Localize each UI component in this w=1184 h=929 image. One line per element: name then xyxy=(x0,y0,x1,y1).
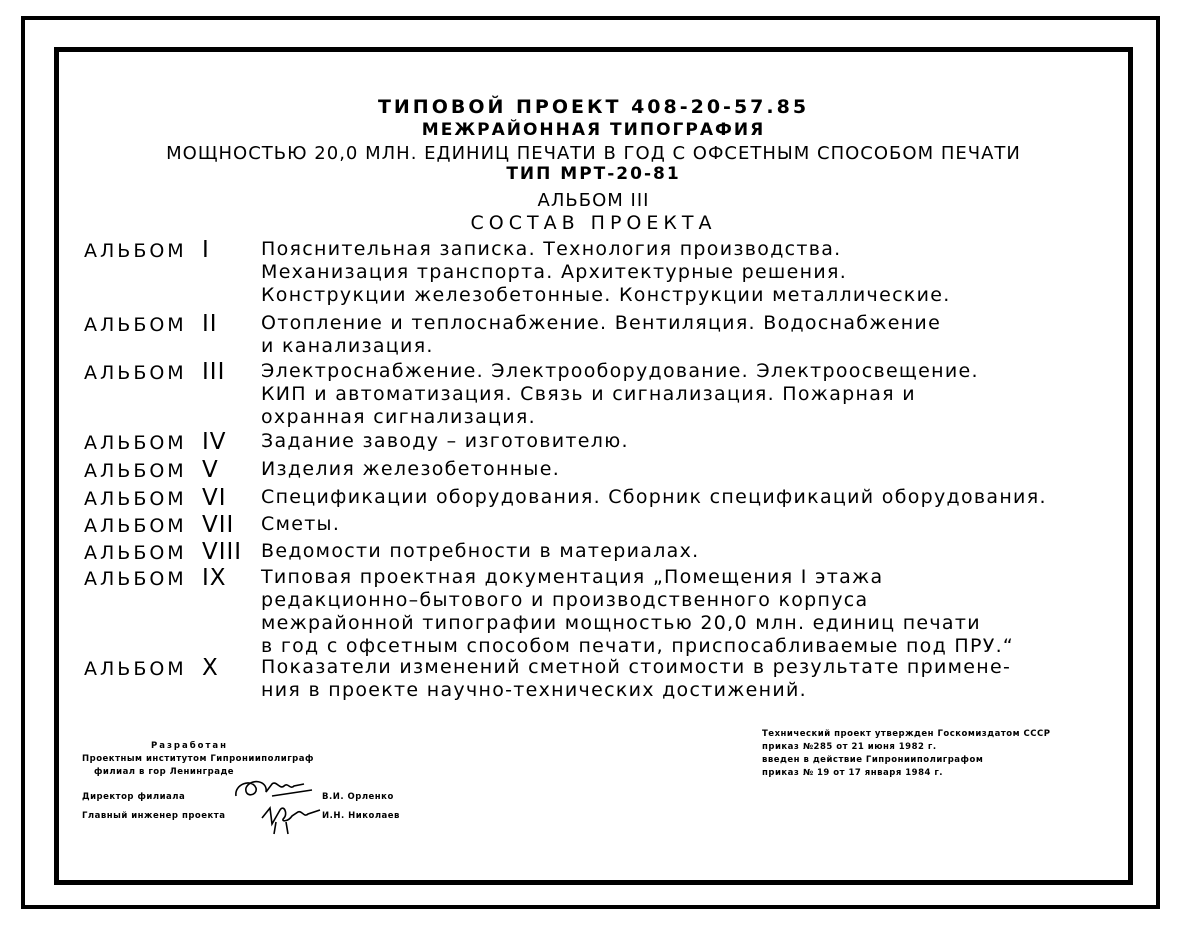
album-label: АЛЬБОМ xyxy=(84,314,187,336)
album-description-line: Типовая проектная документация „Помещения I этажа xyxy=(261,566,884,588)
album-roman-numeral: X xyxy=(202,655,219,681)
album-description-line: охранная сигнализация. xyxy=(261,406,536,428)
album-description-line: Конструкции железобетонные. Конструкции металлические. xyxy=(261,284,951,306)
album-description-line: Сметы. xyxy=(261,513,341,535)
album-roman-numeral: VII xyxy=(202,512,235,538)
album-label: АЛЬБОМ xyxy=(84,460,187,482)
album-description-line: Изделия железобетонные. xyxy=(261,458,561,480)
album-roman-numeral: IX xyxy=(202,565,227,591)
album-label: АЛЬБОМ xyxy=(84,488,187,510)
project-type: ТИП МРТ-20-81 xyxy=(506,164,681,184)
album-description-line: Показатели изменений сметной стоимости в результате примене- xyxy=(261,656,1012,678)
album-description-line: редакционно–бытового и производственного корпуса xyxy=(261,589,869,611)
album-label: АЛЬБОМ xyxy=(84,658,187,680)
album-description-line: ния в проекте научно-технических достижений. xyxy=(261,679,808,701)
album-label: АЛЬБОМ xyxy=(84,240,187,262)
album-roman-numeral: II xyxy=(202,311,218,337)
album-roman-numeral: VIII xyxy=(202,539,243,565)
approval-line-4: приказ № 19 от 17 января 1984 г. xyxy=(762,768,944,778)
developer-title: Разработан xyxy=(151,741,229,751)
album-label: АЛЬБОМ xyxy=(84,568,187,590)
approval-line-1: Технический проект утвержден Госкомиздатом СССР xyxy=(762,729,1051,739)
album-description-line: межрайонной типографии мощностью 20,0 млн. единиц печати xyxy=(261,612,981,634)
album-roman-numeral: V xyxy=(202,457,219,483)
album-description-line: Ведомости потребности в материалах. xyxy=(261,540,700,562)
approval-line-3: введен в действие Гипронииполиграфом xyxy=(762,755,984,765)
chief-engineer-name: И.Н. Николаев xyxy=(322,811,400,821)
project-capacity: МОЩНОСТЬЮ 20,0 МЛН. ЕДИНИЦ ПЕЧАТИ В ГОД С ОФСЕТНЫМ СПОСОБОМ ПЕЧАТИ xyxy=(166,143,1021,164)
album-description-line: Пояснительная записка. Технология производства. xyxy=(261,238,842,260)
album-description-line: и канализация. xyxy=(261,335,434,357)
developer-institute: Проектным институтом Гипронииполиграф xyxy=(82,754,314,764)
director-name: В.И. Орленко xyxy=(322,792,394,802)
chief-engineer-signature xyxy=(258,800,328,836)
album-label: АЛЬБОМ xyxy=(84,362,187,384)
section-heading: СОСТАВ ПРОЕКТА xyxy=(470,212,717,234)
director-role: Директор филиала xyxy=(82,792,186,802)
album-label: АЛЬБОМ xyxy=(84,542,187,564)
album-description-line: Электроснабжение. Электрооборудование. Электроосвещение. xyxy=(261,360,979,382)
album-roman-numeral: IV xyxy=(202,429,227,455)
album-roman-numeral: III xyxy=(202,359,226,385)
project-subtitle: МЕЖРАЙОННАЯ ТИПОГРАФИЯ xyxy=(421,120,766,140)
album-number: АЛЬБОМ III xyxy=(537,190,650,211)
album-roman-numeral: VI xyxy=(202,485,227,511)
album-roman-numeral: I xyxy=(202,237,210,263)
album-label: АЛЬБОМ xyxy=(84,432,187,454)
album-description-line: КИП и автоматизация. Связь и сигнализация. Пожарная и xyxy=(261,383,916,405)
chief-engineer-role: Главный инженер проекта xyxy=(82,811,226,821)
album-label: АЛЬБОМ xyxy=(84,515,187,537)
album-description-line: Задание заводу – изготовителю. xyxy=(261,430,629,452)
album-description-line: Отопление и теплоснабжение. Вентиляция. Водоснабжение xyxy=(261,312,942,334)
approval-line-2: приказ №285 от 21 июня 1982 г. xyxy=(762,742,937,752)
album-description-line: в год с офсетным способом печати, приспосабливаемые под ПРУ.“ xyxy=(261,635,1015,657)
developer-branch: филиал в гор Ленинграде xyxy=(94,767,235,777)
album-description-line: Спецификации оборудования. Сборник спецификаций оборудования. xyxy=(261,486,1047,508)
album-description-line: Механизация транспорта. Архитектурные решения. xyxy=(261,261,848,283)
project-title: ТИПОВОЙ ПРОЕКТ 408-20-57.85 xyxy=(377,96,810,118)
